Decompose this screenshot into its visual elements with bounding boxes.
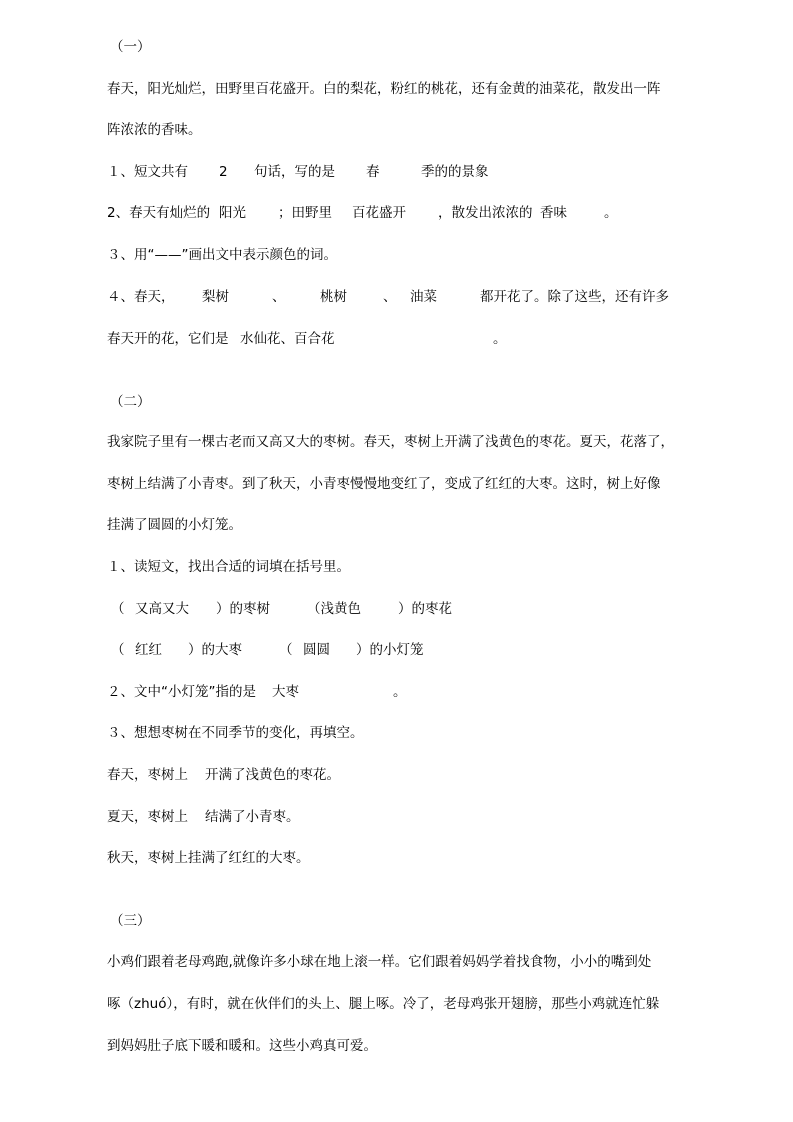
fill1-answer-2: （浅黄色 — [307, 601, 361, 617]
q2-end: 。 — [604, 205, 618, 221]
fill2-answer-2: 圆圆 — [303, 642, 330, 658]
q2-text: 2、春天有灿烂的 — [107, 205, 211, 221]
fill2-open: （ — [111, 642, 125, 658]
fill2-text-1: ）的大枣 — [188, 642, 242, 658]
fill1-answer-1: 又高又大 — [135, 601, 189, 617]
fill1-open: （ — [111, 601, 125, 617]
p2q2-end: 。 — [393, 684, 407, 700]
fill2-text-2: ）的小灯笼 — [356, 642, 424, 658]
fill1-text-2: ）的枣花 — [398, 601, 452, 617]
q4-answer-2: 桃树 — [320, 289, 347, 305]
autumn-line: 秋天，枣树上挂满了红红的大枣。 — [107, 850, 310, 866]
passage-3-line-1: 小鸡们跟着老母鸡跑,就像许多小球在地上滚一样。它们跟着妈妈学着找食物，小小的嘴到处 — [107, 954, 652, 970]
spring-answer: 开满了浅黄色的枣花。 — [205, 767, 340, 783]
passage-3-line-3: 到妈妈肚子底下暖和暖和。这些小鸡真可爱。 — [107, 1038, 377, 1054]
part1-question-3: ３、用“——”画出文中表示颜色的词。 — [107, 247, 337, 263]
spring-text: 春天，枣树上 — [107, 767, 188, 783]
q2-answer-3: 香味 — [540, 205, 567, 221]
q1-answer-count: 2 — [219, 164, 228, 180]
q4-sep-2: 、 — [383, 289, 397, 305]
q2-answer-2: 百花盛开 — [352, 205, 406, 221]
q1-text-2: 句话，写的是 — [254, 164, 335, 180]
q4-text: ４、春天， — [107, 289, 175, 305]
passage-1-line-1: 春天，阳光灿烂，田野里百花盛开。白的梨花，粉红的桃花，还有金黄的油菜花，散发出一阵 — [107, 81, 661, 97]
p2q2-text: ２、文中“小灯笼”指的是 — [107, 684, 256, 700]
fill1-text-1: ）的枣树 — [216, 601, 270, 617]
q4-text-2: 都开花了。除了这些，还有许多 — [480, 289, 669, 305]
q4-answer-4: 水仙花、百合花 — [240, 331, 335, 347]
q1-text: １、短文共有 — [107, 164, 188, 180]
q4-end: 。 — [493, 331, 507, 347]
part2-question-1: １、读短文，找出合适的词填在括号里。 — [107, 559, 350, 575]
section-heading-1: （一） — [110, 39, 151, 55]
q4-text-3: 春天开的花，它们是 — [107, 331, 229, 347]
q4-answer-3: 油菜 — [410, 289, 437, 305]
passage-2-line-2: 枣树上结满了小青枣。到了秋天，小青枣慢慢地变红了，变成了红红的大枣。这时，树上好像 — [107, 476, 661, 492]
passage-3-line-2: 啄（zhuó），有时，就在伙伴们的头上、腿上啄。冷了，老母鸡张开翅膀，那些小鸡就连忙躲 — [107, 996, 660, 1012]
passage-2-line-3: 挂满了圆圆的小灯笼。 — [107, 517, 242, 533]
section-heading-2: （二） — [110, 394, 151, 410]
q4-answer-1: 梨树 — [202, 289, 229, 305]
p2q2-answer: 大枣 — [272, 684, 299, 700]
passage-2-line-1: 我家院子里有一棵古老而又高又大的枣树。春天，枣树上开满了浅黄色的枣花。夏天，花落了， — [107, 434, 674, 450]
fill2-open-2: （ — [279, 642, 293, 658]
fill2-answer-1: 红红 — [135, 642, 162, 658]
q1-text-3: 季的的景象 — [421, 164, 489, 180]
q1-answer-season: 春 — [366, 164, 380, 180]
q2-answer-1: 阳光 — [219, 205, 246, 221]
part2-question-3: ３、想想枣树在不同季节的变化，再填空。 — [107, 725, 364, 741]
summer-text: 夏天，枣树上 — [107, 809, 188, 825]
summer-answer: 结满了小青枣。 — [205, 809, 300, 825]
passage-1-line-2: 阵浓浓的香味。 — [107, 122, 202, 138]
q2-text-2: ；田野里 — [278, 205, 332, 221]
q2-text-3: ，散发出浓浓的 — [438, 205, 533, 221]
section-heading-3: （三） — [110, 913, 151, 929]
q4-sep-1: 、 — [272, 289, 286, 305]
